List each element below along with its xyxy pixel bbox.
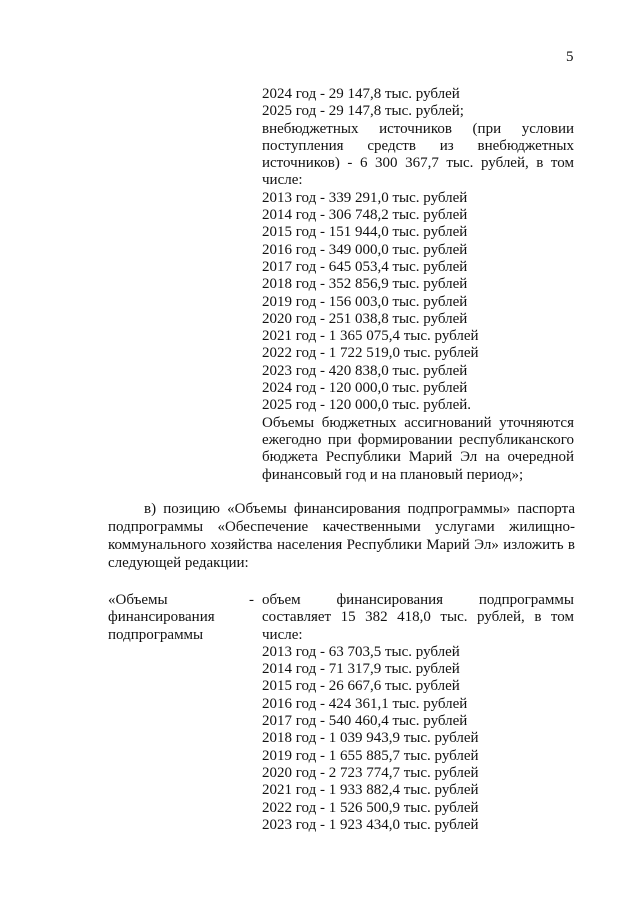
year-line: 2019 год - 1 655 885,7 тыс. рублей xyxy=(262,747,479,764)
year-line: 2020 год - 2 723 774,7 тыс. рублей xyxy=(262,764,479,781)
funding-summary-text: объем финансирования подпрограммы составляет 15 382 418,0 тыс. рублей, в том числе: xyxy=(262,592,574,643)
year-line: 2015 год - 26 667,6 тыс. рублей xyxy=(262,678,460,695)
year-line: 2014 год - 71 317,9 тыс. рублей xyxy=(262,661,460,678)
amendment-paragraph: в) позицию «Объемы финансирования подпрограммы» паспорта подпрограммы «Обеспечение качественными услугами жилищно-коммунального хозяйства населения Республики Марий Эл» изложить в следующей редакции: xyxy=(108,501,575,571)
table-right-cell xyxy=(262,592,574,834)
table-dash: - xyxy=(249,592,254,608)
year-line: 2021 год - 1 933 882,4 тыс. рублей xyxy=(262,782,479,799)
year-line: 2017 год - 645 053,4 тыс. рублей xyxy=(262,258,468,275)
year-line: 2016 год - 349 000,0 тыс. рублей xyxy=(262,241,468,258)
closing-note: Объемы бюджетных ассигнований уточняются ежегодно при формировании республиканского бюджета Республики Марий Эл на очередной финансовый год и на плановый период»; xyxy=(262,414,574,483)
year-line: 2018 год - 1 039 943,9 тыс. рублей xyxy=(262,730,479,747)
year-line: 2024 год - 29 147,8 тыс. рублей xyxy=(262,86,460,102)
year-line: 2018 год - 352 856,9 тыс. рублей xyxy=(262,276,468,293)
year-line: 2025 год - 29 147,8 тыс. рублей; xyxy=(262,103,464,120)
year-line: 2023 год - 420 838,0 тыс. рублей xyxy=(262,362,468,379)
year-line: 2022 год - 1 526 500,9 тыс. рублей xyxy=(262,799,479,816)
year-line: 2025 год - 120 000,0 тыс. рублей. xyxy=(262,397,472,414)
table-left-label: «Объемы финансирования подпрограммы xyxy=(108,592,215,643)
year-line: 2022 год - 1 722 519,0 тыс. рублей xyxy=(262,345,479,362)
year-line: 2017 год - 540 460,4 тыс. рублей xyxy=(262,713,468,730)
year-line: 2016 год - 424 361,1 тыс. рублей xyxy=(262,695,468,712)
year-line: 2013 год - 63 703,5 тыс. рублей xyxy=(262,643,460,660)
year-line: 2024 год - 120 000,0 тыс. рублей xyxy=(262,380,468,397)
year-line: 2019 год - 156 003,0 тыс. рублей xyxy=(262,293,468,310)
extra-budget-sources-text: внебюджетных источников (при условии поступления средств из внебюджетных источников) - 6 300 367,7 тыс. рублей, в том числе: xyxy=(262,120,574,189)
year-line: 2013 год - 339 291,0 тыс. рублей xyxy=(262,189,468,206)
funding-continuation-block xyxy=(262,86,574,484)
year-line: 2021 год - 1 365 075,4 тыс. рублей xyxy=(262,328,479,345)
page-number: 5 xyxy=(566,49,574,65)
year-line: 2023 год - 1 923 434,0 тыс. рублей xyxy=(262,816,479,833)
year-line: 2020 год - 251 038,8 тыс. рублей xyxy=(262,310,468,327)
year-line: 2015 год - 151 944,0 тыс. рублей xyxy=(262,224,468,241)
year-line: 2014 год - 306 748,2 тыс. рублей xyxy=(262,207,468,224)
